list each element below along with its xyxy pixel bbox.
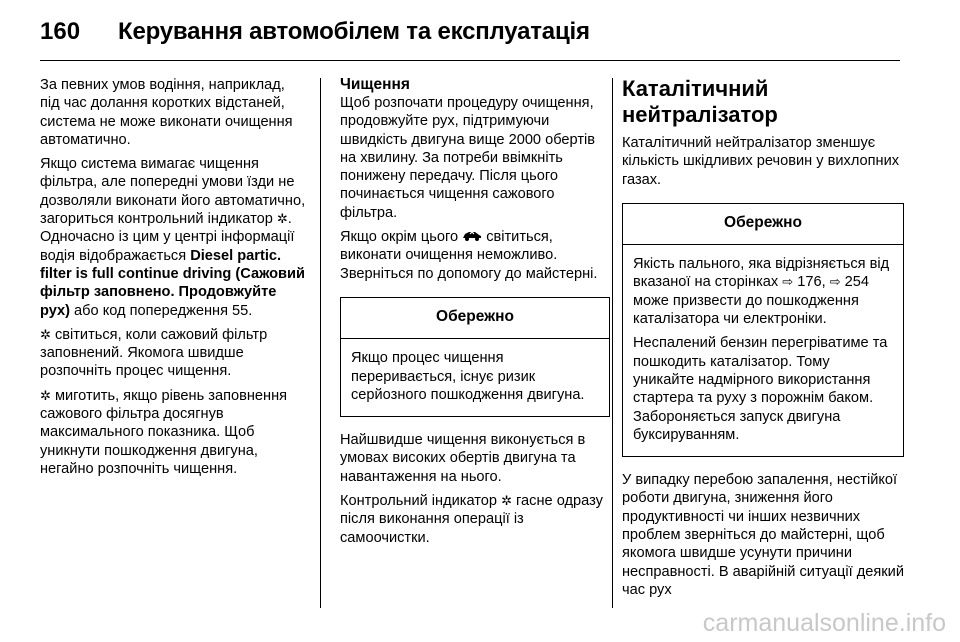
reference-arrow-icon: ⇨	[829, 274, 841, 290]
text: . Одночасно із цим у центрі інформації водія відображається	[40, 211, 295, 264]
paragraph: Каталітичний нейтралізатор зменшує кількість шкідливих речовин у вихлопних газах.	[622, 135, 900, 188]
section-heading: Чищення	[340, 76, 410, 93]
page-number: 160	[40, 18, 81, 45]
warning-title: Обережно	[623, 204, 903, 245]
paragraph	[340, 492, 610, 547]
section-heading: Каталітичний нейтралізатор	[622, 76, 778, 127]
text: Якщо система вимагає чищення фільтра, але попередні умови їзди не дозволяли виконати його автоматично, загориться контрольний індикатор	[40, 156, 306, 228]
reference-arrow-icon: ⇨	[782, 274, 794, 290]
text: Якість пального, яка відрізняється від вказаної на сторінках	[633, 256, 890, 291]
warning-box	[340, 297, 610, 417]
paragraph	[40, 326, 308, 381]
paragraph: За певних умов водіння, наприклад, під час долання коротких відстаней, система не може виконати очищення автоматично.	[40, 77, 293, 148]
warning-text	[633, 255, 893, 328]
page-header	[40, 12, 590, 52]
column-right	[622, 76, 904, 605]
text: світиться, виконати очищення неможливо. Зверніться по допомогу до майстерні.	[340, 229, 598, 282]
warning-title: Обережно	[341, 298, 609, 339]
warning-box	[622, 203, 904, 457]
particulate-filter-icon: ✲	[40, 387, 51, 403]
page-reference-link[interactable]: 254	[844, 274, 870, 291]
warning-text: Неспалений бензин перегріватиме та пошкодить каталізатор. Тому уникайте надмірного використання стартера та руху з порожнім баком. Забороняється запуск двигуна буксируванням.	[633, 335, 888, 443]
text: може призвести до пошкодження каталізатора чи електроніки.	[633, 292, 859, 328]
watermark: carmanualsonline.info	[702, 609, 946, 637]
particulate-filter-icon: ✲	[501, 493, 512, 509]
text: Якщо окрім цього	[340, 229, 463, 246]
page-reference-link[interactable]: 176	[797, 274, 822, 291]
paragraph: Найшвидше чищення виконується в умовах високих обертів двигуна та навантаження на нього.	[340, 432, 586, 485]
column-divider	[320, 78, 321, 608]
column-divider	[612, 78, 613, 608]
paragraph	[40, 387, 308, 478]
text: гасне одразу після виконання операції із самоочистки.	[340, 493, 603, 546]
text: ,	[821, 274, 830, 291]
page-title: Керування автомобілем та експлуатація	[118, 18, 590, 45]
particulate-filter-icon: ✲	[276, 211, 288, 227]
display-message: Diesel partic. filter is full continue driving (Сажовий фільтр заповнено. Продовжуйте рух)	[40, 247, 305, 319]
paragraph	[40, 155, 308, 320]
column-left	[40, 76, 308, 484]
text: світиться, коли сажовий фільтр заповнений. Якомога швидше розпочніть процес чищення.	[40, 326, 268, 380]
header-rule	[40, 60, 900, 61]
text: Контрольний індикатор	[340, 493, 502, 510]
service-vehicle-icon	[462, 228, 482, 246]
column-middle	[340, 76, 610, 553]
paragraph: Щоб розпочати процедуру очищення, продовжуйте рух, підтримуючи швидкість двигуна вище 2000 обертів на хвилину. За потреби ввімкніть понижену передачу. Після цього починається чищення сажового фільтра.	[340, 95, 596, 221]
text: миготить, якщо рівень заповнення сажового фільтра досягнув максимального показника. Щоб уникнути пошкодження двигуна, негайно розпочніть чищення.	[40, 387, 288, 477]
particulate-filter-icon: ✲	[40, 326, 51, 342]
warning-text: Якщо процес чищення переривається, існує ризик серйозного пошкодження двигуна.	[351, 350, 585, 403]
paragraph: У випадку перебою запалення, нестійкої роботи двигуна, зниження його продуктивності чи інших незвичних проблем зверніться до майстерні, щоб якомога швидше усунути причини несправності. В аварійній ситуації деякий час рух	[622, 472, 904, 598]
text: або код попередження 55.	[70, 302, 253, 319]
paragraph	[340, 228, 610, 283]
